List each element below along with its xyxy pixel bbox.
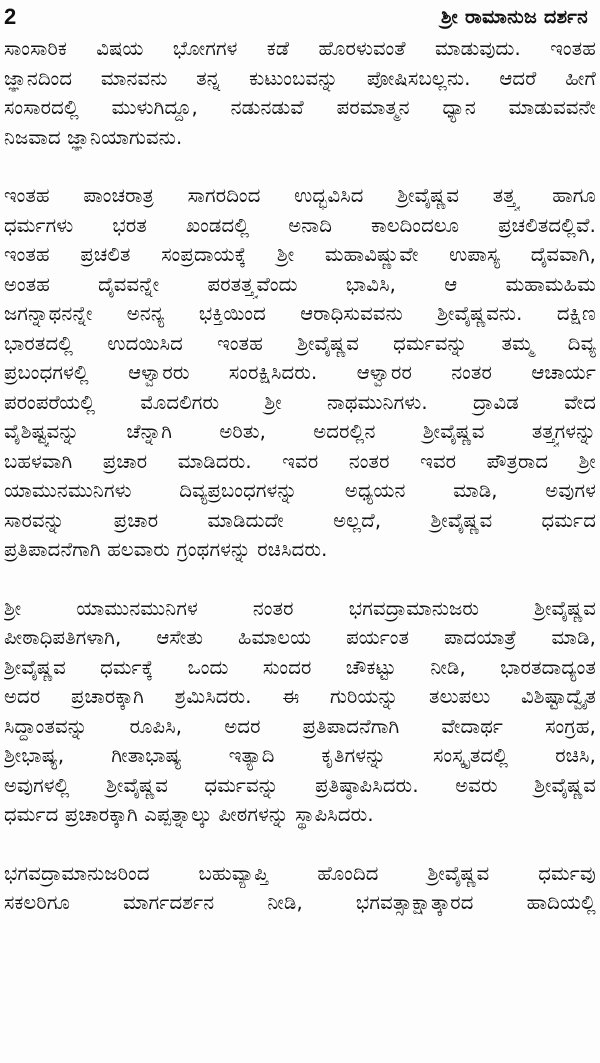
text-line: ಅದರ ಪ್ರಚಾರಕ್ಕಾಗಿ ಶ್ರಮಿಸಿದರು. ಈ ಗುರಿಯನ್ನು ತಲುಪಲು ವಿಶಿಷ್ಟಾದ್ವೈತ (4, 685, 596, 708)
page-number: 2 (4, 4, 17, 29)
text-line: ನಿಜವಾದ ಜ್ಞಾನಿಯಾಗುವನು. (4, 125, 183, 149)
page-header (4, 4, 588, 30)
text-line: ಅವುಗಳಲ್ಲಿ ಶ್ರೀವೈಷ್ಣವ ಧರ್ಮವನ್ನು ಪ್ರತಿಷ್ಠಾಪಿಸಿದರು. ಅವರು ಶ್ರೀವೈಷ್ಣವ (4, 773, 596, 797)
text-line: ಶ್ರೀವೈಷ್ಣವ ಧರ್ಮಕ್ಕೆ ಒಂದು ಸುಂದರ ಚೌಕಟ್ಟು ನೀಡಿ, ಭಾರತದಾದ್ಯಂತ (4, 655, 596, 679)
paragraph-1 (4, 34, 596, 152)
text-line: ಶ್ರೀ ಯಾಮುನಮುನಿಗಳ ನಂತರ ಭಗವದ್ರಾಮಾನುಜರು ಶ್ರೀವೈಷ್ಣವ (4, 596, 596, 620)
paragraph-2 (4, 181, 596, 565)
text-line: ಸಿದ್ಧಾಂತವನ್ನು ರೂಪಿಸಿ, ಅದರ ಪ್ರತಿಪಾದನೆಗಾಗಿ ವೇದಾರ್ಥ ಸಂಗ್ರಹ, (4, 714, 596, 738)
running-title: ಶ್ರೀ ರಾಮಾನುಜ ದರ್ಶನ (441, 6, 588, 28)
text-line: ಜ್ಞಾನದಿಂದ ಮಾನವನು ತನ್ನ ಕುಟುಂಬವನ್ನು ಪೋಷಿಸಬಲ್ಲನು. ಆದರೆ ಹೀಗೆ (4, 66, 596, 90)
text-line: ವೈಶಿಷ್ಟ್ಯವನ್ನು ಚೆನ್ನಾಗಿ ಅರಿತು, ಅದರಲ್ಲಿನ ಶ್ರೀವೈಷ್ಣವ ತತ್ತ್ವಗಳನ್ನು (4, 420, 596, 443)
text-line: ಜಗನ್ನಾಥನನ್ನೇ ಅನನ್ಯ ಭಕ್ತಿಯಿಂದ ಆರಾಧಿಸುವವನು ಶ್ರೀವೈಷ್ಣವನು. ದಕ್ಷಿಣ (4, 302, 596, 325)
text-line: ಶ್ರೀಭಾಷ್ಯ, ಗೀತಾಭಾಷ್ಯ ಇತ್ಯಾದಿ ಕೃತಿಗಳನ್ನು ಸಂಸ್ಕೃತದಲ್ಲಿ ರಚಿಸಿ, (4, 744, 596, 767)
paragraph-3 (4, 594, 596, 830)
text-line: ಪ್ರತಿಪಾದನೆಗಾಗಿ ಹಲವಾರು ಗ್ರಂಥಗಳನ್ನು ರಚಿಸಿದರು. (4, 538, 328, 561)
text-line: ಬಹಳವಾಗಿ ಪ್ರಚಾರ ಮಾಡಿದರು. ಇವರ ನಂತರ ಇವರ ಪೌತ್ರರಾದ ಶ್ರೀ (4, 449, 596, 473)
text-line: ಇಂತಹ ಪಾಂಚರಾತ್ರ ಸಾಗರದಿಂದ ಉದ್ಭವಿಸಿದ ಶ್ರೀವೈಷ್ಣವ ತತ್ತ್ವ ಹಾಗೂ (4, 184, 596, 207)
text-line: ಸಂಸಾರದಲ್ಲಿ ಮುಳುಗಿದ್ದೂ, ನಡುನಡುವೆ ಪರಮಾತ್ಮನ ಧ್ಯಾನ ಮಾಡುವವನೇ (4, 96, 596, 119)
text-line: ಸಕಲರಿಗೂ ಮಾರ್ಗದರ್ಶನ ನೀಡಿ, ಭಗವತ್ಸಾಕ್ಷಾತ್ಕಾರದ ಹಾದಿಯಲ್ಲಿ (4, 891, 596, 914)
text-line: ಸಾರವನ್ನು ಪ್ರಚಾರ ಮಾಡಿದುದೇ ಅಲ್ಲದೆ, ಶ್ರೀವೈಷ್ಣವ ಧರ್ಮದ (4, 508, 596, 532)
text-line: ಪರಂಪರೆಯಲ್ಲಿ ಮೊದಲಿಗರು ಶ್ರೀ ನಾಥಮುನಿಗಳು. ದ್ರಾವಿಡ ವೇದ (4, 390, 596, 414)
text-line: ಧರ್ಮಗಳು ಭರತ ಖಂಡದಲ್ಲಿ ಅನಾದಿ ಕಾಲದಿಂದಲೂ ಪ್ರಚಲಿತದಲ್ಲಿವೆ. (4, 213, 596, 237)
paragraph-gap (4, 565, 596, 594)
text-line: ಧರ್ಮದ ಪ್ರಚಾರಕ್ಕಾಗಿ ಎಪ್ಪತ್ನಾಲ್ಕು ಪೀಠಗಳನ್ನು ಸ್ಥಾಪಿಸಿದರು. (4, 803, 374, 826)
text-line: ಯಾಮುನಮುನಿಗಳು ದಿವ್ಯಪ್ರಬಂಧಗಳನ್ನು ಅಧ್ಯಯನ ಮಾಡಿ, ಅವುಗಳ (4, 479, 596, 502)
text-line: ಅಂತಹ ದೈವವನ್ನೇ ಪರತತ್ತ್ವವೆಂದು ಭಾವಿಸಿ, ಆ ಮಹಾಮಹಿಮ (4, 272, 596, 296)
text-line: ಸಾಂಸಾರಿಕ ವಿಷಯ ಭೋಗಗಳ ಕಡೆ ಹೊರಳುವಂತೆ ಮಾಡುವುದು. ಇಂತಹ (4, 37, 596, 60)
text-line: ಭಗವದ್ರಾಮಾನುಜರಿಂದ ಬಹುವ್ಯಾಪ್ತಿ ಹೊಂದಿದ ಶ್ರೀವೈಷ್ಣವ ಧರ್ಮವು (4, 861, 596, 885)
text-line: ಭಾರತದಲ್ಲಿ ಉದಯಿಸಿದ ಇಂತಹ ಶ್ರೀವೈಷ್ಣವ ಧರ್ಮವನ್ನು ತಮ್ಮ ದಿವ್ಯ (4, 331, 596, 355)
text-line: ಪೀಠಾಧಿಪತಿಗಳಾಗಿ, ಆಸೇತು ಹಿಮಾಲಯ ಪರ್ಯಂತ ಪಾದಯಾತ್ರೆ ಮಾಡಿ, (4, 626, 596, 649)
text-line: ಪ್ರಬಂಧಗಳಲ್ಲಿ ಆಳ್ವಾರರು ಸಂರಕ್ಷಿಸಿದರು. ಆಳ್ವಾರರ ನಂತರ ಆಚಾರ್ಯ (4, 361, 596, 384)
paragraph-gap (4, 830, 596, 859)
text-line: ಇಂತಹ ಪ್ರಚಲಿತ ಸಂಪ್ರದಾಯಕ್ಕೆ ಶ್ರೀ ಮಹಾವಿಷ್ಣುವೇ ಉಪಾಸ್ಯ ದೈವವಾಗಿ, (4, 243, 596, 266)
paragraph-4 (4, 859, 596, 918)
body-text (4, 34, 596, 918)
paragraph-gap (4, 152, 596, 181)
